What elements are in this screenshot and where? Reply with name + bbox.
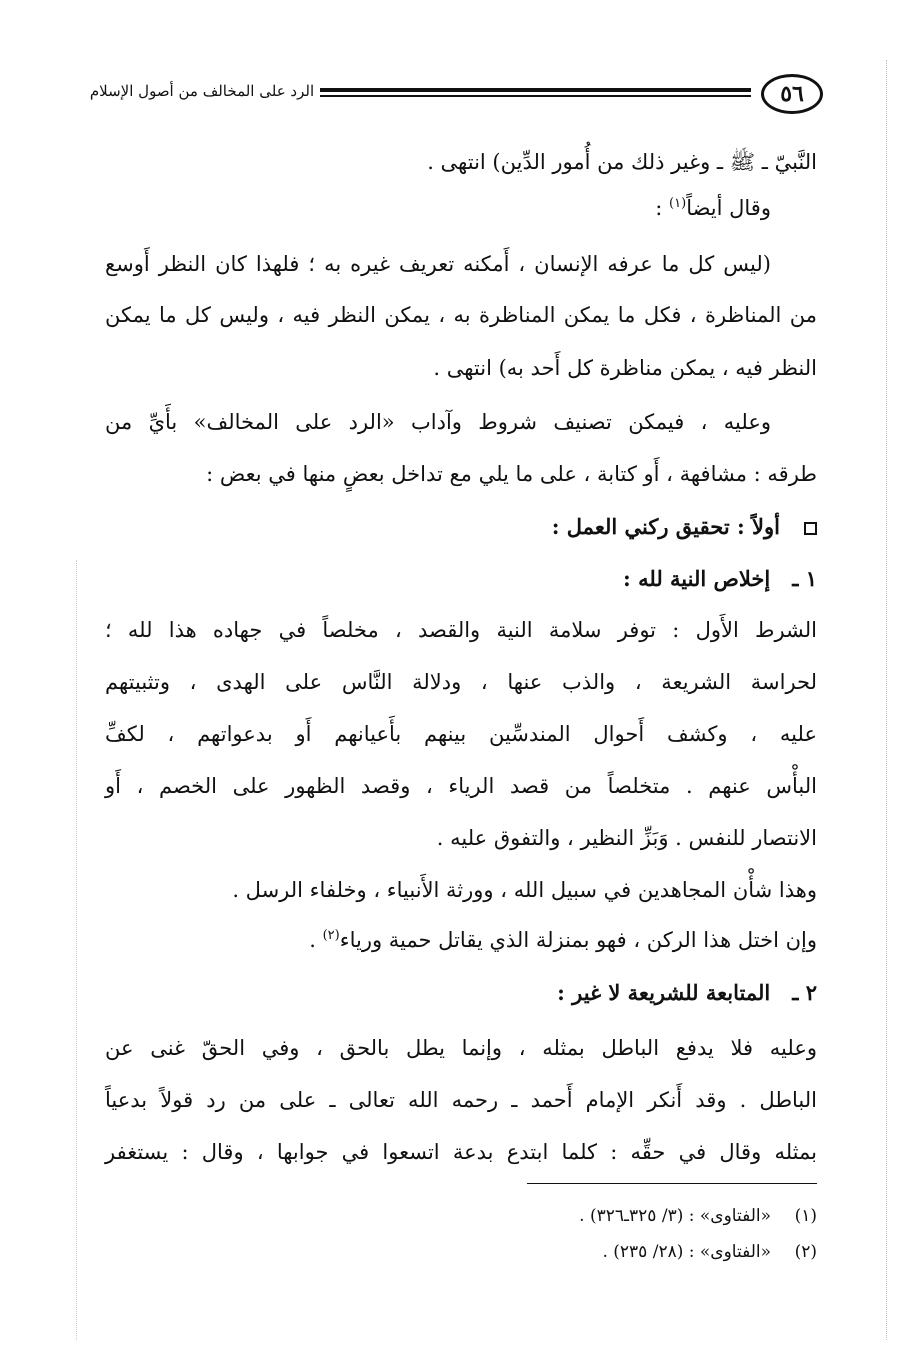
footnote-ref-1: (١) — [669, 196, 687, 211]
body-line-1: النَّبيّ ـ ﷺ ـ وغير ذلك من أُمور الدِّين) انتهى . — [427, 150, 817, 174]
footnote-1-text: «الفتاوى» : (٣/ ٣٢٥ـ٣٢٦) . — [579, 1206, 771, 1226]
page-number: ٥٦ — [761, 74, 823, 114]
body-line-14: الانتصار للنفس . وَبَزِّ النظير ، والتفوق عليه . — [436, 826, 817, 850]
body-line-20: بمثله وقال في حقِّه : كلما ابتدع بدعة اتسعوا في جوابها ، وقال : يستغفر — [105, 1140, 817, 1164]
footnote-2-text: «الفتاوى» : (٢٨/ ٢٣٥) . — [602, 1242, 771, 1262]
page-header — [88, 72, 823, 124]
footnote-divider — [527, 1183, 817, 1184]
footnote-1 — [105, 1206, 817, 1226]
footnote-2 — [105, 1242, 817, 1262]
subheading-2 — [105, 980, 817, 1005]
section-heading-1-text: أولاً : تحقيق ركني العمل : — [551, 514, 780, 539]
body-line-2 — [59, 196, 771, 221]
body-line-12: عليه ، وكشف أَحوال المندسِّين بينهم بأَعيانهم أَو بدعواتهم ، لكفِّ — [105, 722, 817, 746]
footnote-1-number: (١) — [794, 1206, 817, 1226]
body-line-5: النظر فيه ، يمكن مناظرة كل أَحد به) انتهى . — [433, 356, 817, 380]
body-line-2-text: وقال أيضاً — [686, 196, 771, 220]
subheading-1-number: ١ ـ — [792, 566, 817, 591]
subheading-1-text: إخلاص النية لله : — [623, 566, 771, 591]
body-line-4: من المناظرة ، فكل ما يمكن المناظرة به ، يمكن النظر فيه ، وليس كل ما يمكن — [105, 303, 817, 327]
body-line-16-tail: . — [309, 928, 323, 952]
subheading-2-number: ٢ ـ — [792, 980, 817, 1005]
footnote-2-number: (٢) — [794, 1242, 817, 1262]
body-line-3: (ليس كل ما عرفه الإنسان ، أَمكنه تعريف غيره به ؛ فلهذا كان النظر أَوسع — [105, 252, 771, 276]
body-line-16-text: وإن اختل هذا الركن ، فهو بمنزلة الذي يقاتل حمية ورياء — [339, 928, 817, 952]
scan-edge-right — [885, 60, 887, 1340]
body-line-18: وعليه فلا يدفع الباطل بمثله ، وإنما يطل بالحق ، وفي الحقّ غنى عن — [105, 1036, 817, 1060]
body-line-10: الشرط الأَول : توفر سلامة النية والقصد ، مخلصاً في جهاده هذا لله ؛ — [105, 618, 817, 642]
body-line-6: وعليه ، فيمكن تصنيف شروط وآداب «الرد على المخالف» بأَيِّ من — [105, 410, 771, 434]
body-line-13: البأْس عنهم . متخلصاً من قصد الرياء ، وقصد الظهور على الخصم ، أَو — [105, 774, 817, 798]
body-line-7: طرقه : مشافهة ، أَو كتابة ، على ما يلي مع تداخل بعضٍ منها في بعض : — [206, 462, 817, 486]
body-line-11: لحراسة الشريعة ، والذب عنها ، ودلالة النَّاس على الهدى ، وتثبيتهم — [105, 670, 817, 694]
body-line-2-tail: : — [655, 196, 670, 220]
body-line-19: الباطل . وقد أَنكر الإمام أَحمد ـ رحمه الله تعالى ـ على من رد قولاً بدعياً — [105, 1088, 817, 1112]
body-line-16 — [105, 928, 817, 953]
checkbox-square-icon — [804, 522, 817, 535]
scan-edge-left — [76, 560, 78, 1340]
subheading-2-text: المتابعة للشريعة لا غير : — [557, 980, 771, 1005]
running-title: الرد على المخالف من أصول الإسلام — [89, 82, 315, 100]
footnote-ref-2: (٢) — [322, 928, 340, 943]
subheading-1 — [105, 566, 817, 591]
header-rule — [320, 88, 751, 100]
body-line-15: وهذا شأْن المجاهدين في سبيل الله ، وورثة الأَنبياء ، وخلفاء الرسل . — [232, 878, 817, 902]
section-heading-1 — [105, 514, 817, 539]
